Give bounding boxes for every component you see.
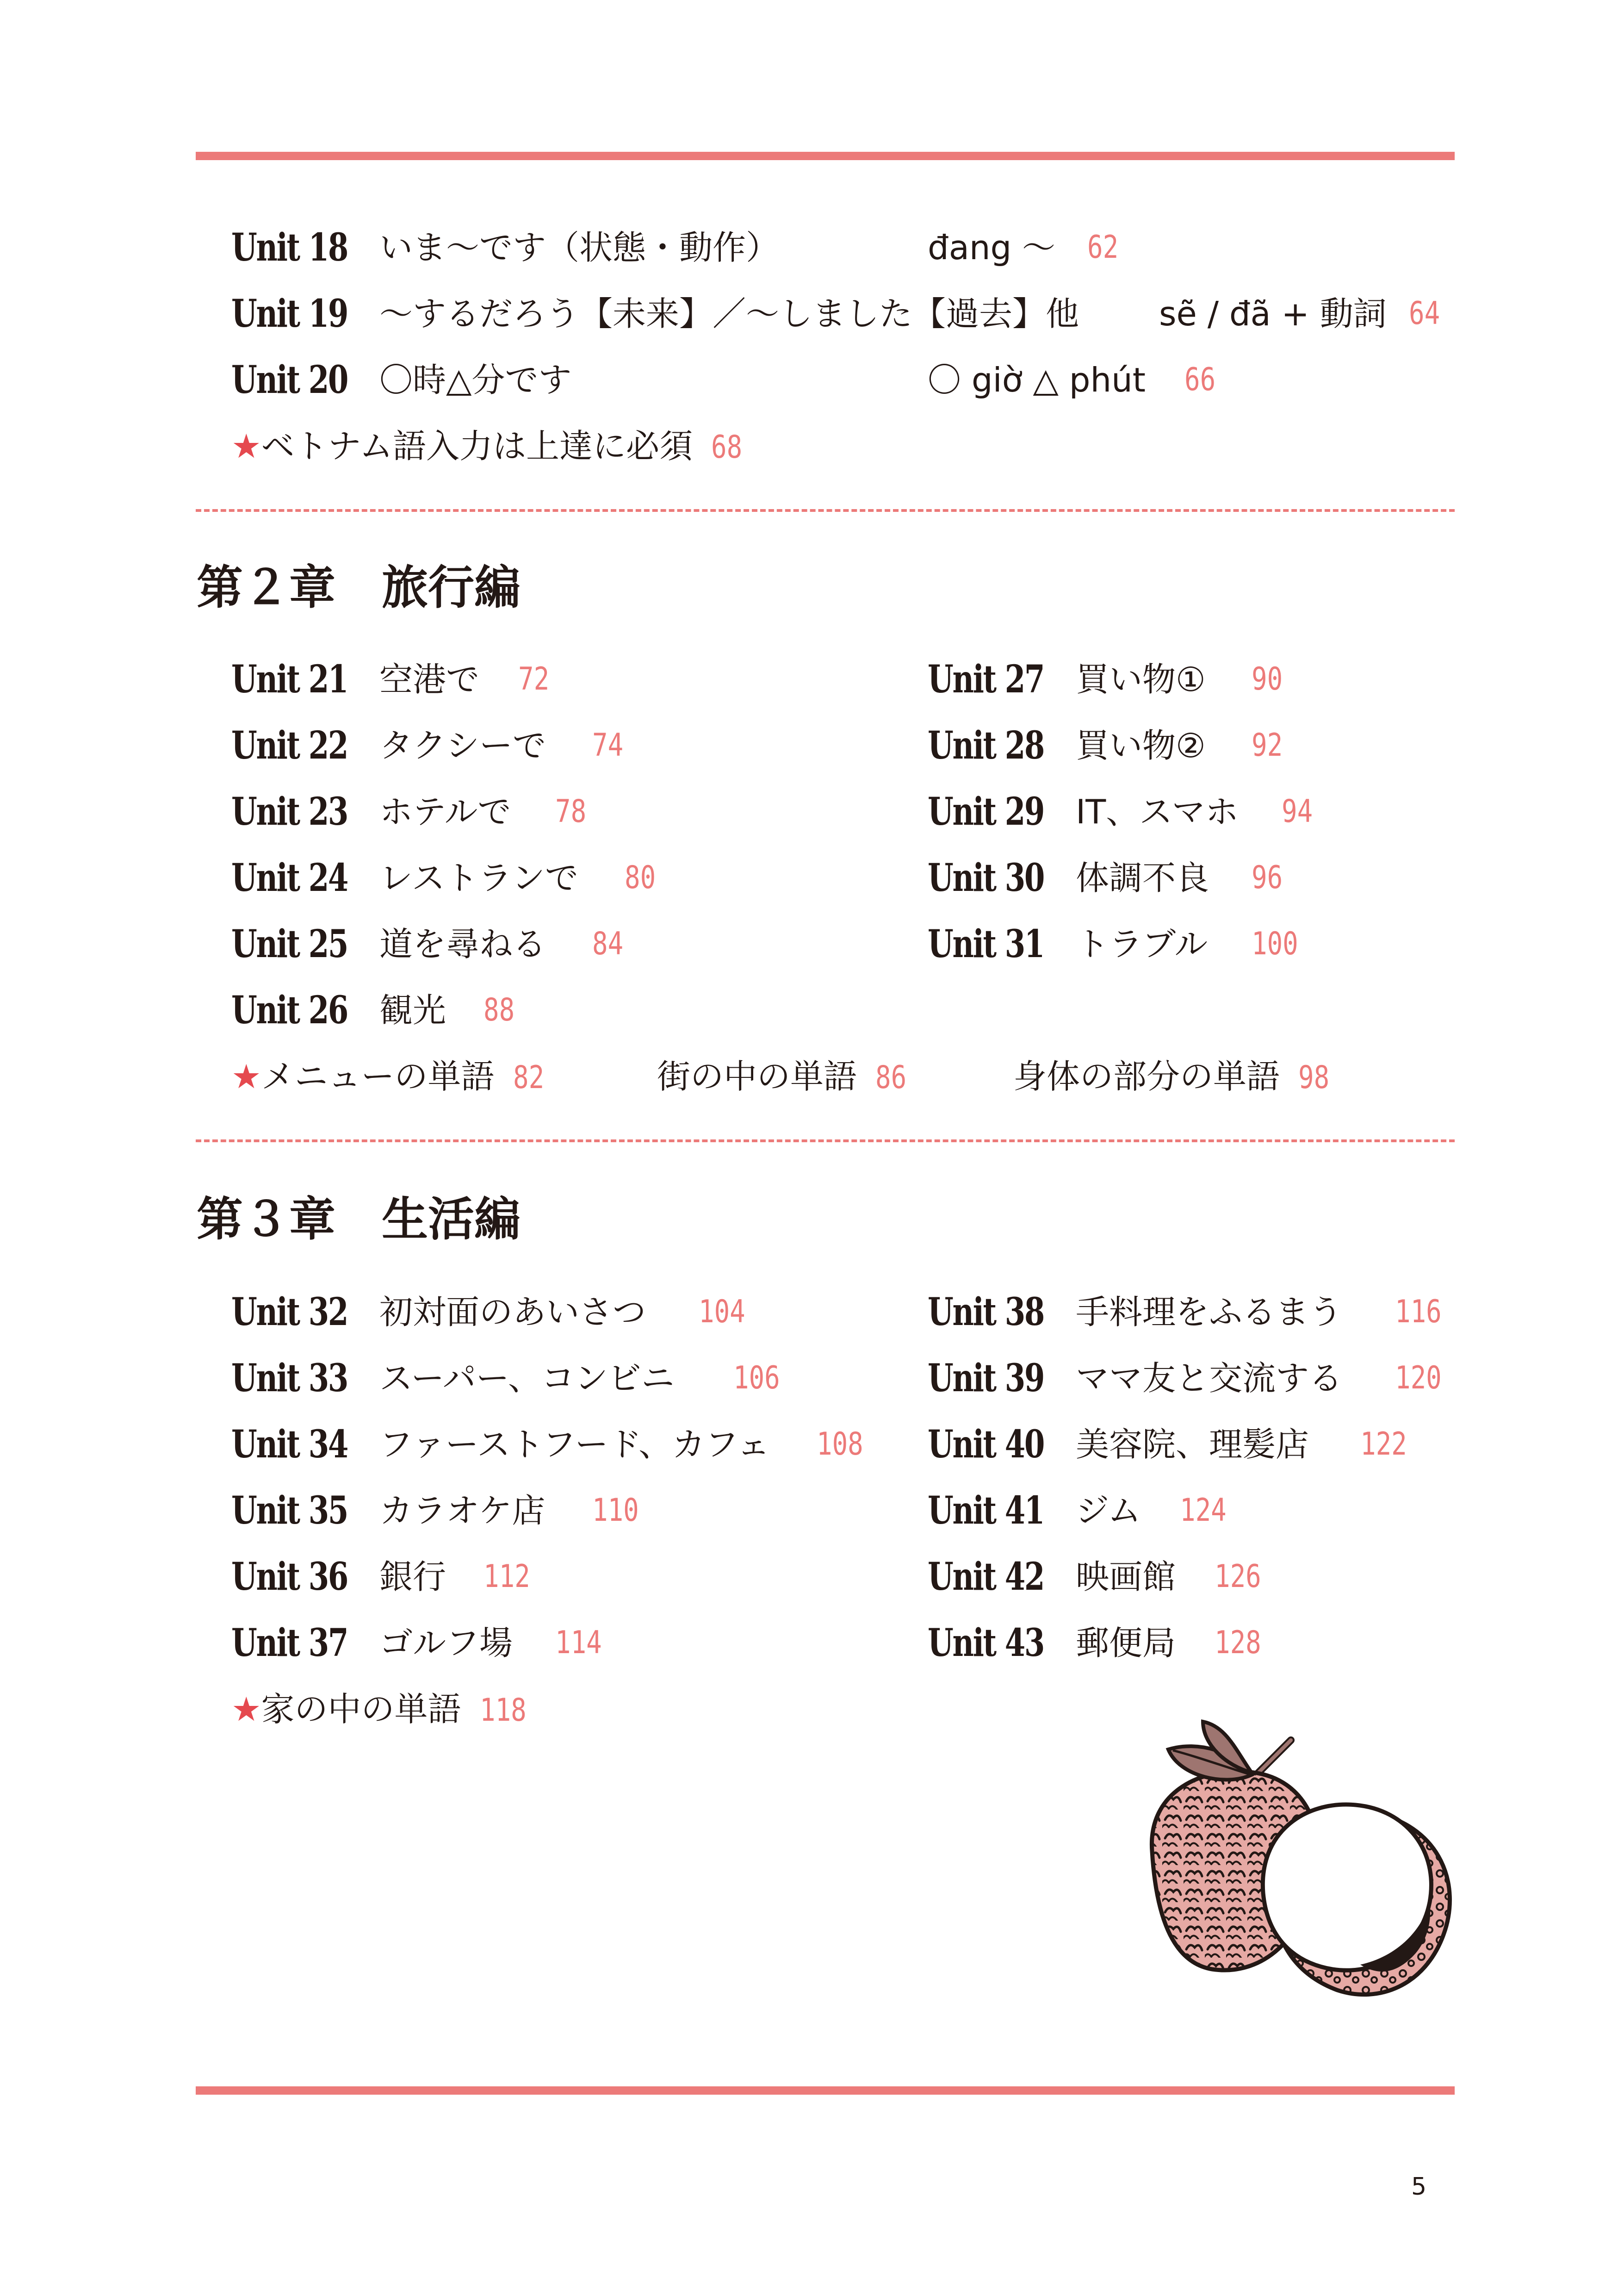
page-number: 64 bbox=[1409, 295, 1440, 332]
page-number-footer: 5 bbox=[1411, 2173, 1427, 2201]
unit-label: Unit 21 bbox=[231, 657, 348, 702]
unit-label: Unit 20 bbox=[231, 358, 348, 402]
entry-title: ゴルフ場 bbox=[379, 1624, 513, 1662]
unit-label: Unit 27 bbox=[928, 657, 1044, 702]
page-number: 86 bbox=[875, 1059, 907, 1096]
chapter-heading: 第３章 生活編 bbox=[197, 1192, 521, 1246]
page-number: 126 bbox=[1215, 1558, 1261, 1595]
star-icon: ★ bbox=[231, 1057, 261, 1096]
chapter-heading: 第２章 旅行編 bbox=[197, 560, 521, 615]
page-number: 78 bbox=[555, 793, 587, 830]
entry-title: 〇時△分です bbox=[379, 361, 572, 399]
star-icon: ★ bbox=[231, 427, 261, 466]
page-number: 116 bbox=[1395, 1294, 1442, 1330]
bonus-entry[interactable] bbox=[231, 1053, 551, 1101]
bonus-title: 街の中の単語 bbox=[657, 1057, 857, 1096]
page-number: 108 bbox=[817, 1426, 863, 1462]
entry-title: トラブル bbox=[1076, 925, 1208, 964]
unit-label: Unit 18 bbox=[231, 225, 348, 270]
entry-title: ファーストフード、カフェ bbox=[379, 1425, 770, 1464]
entry-viet: sẽ / đã + 動詞 bbox=[1159, 294, 1387, 333]
bonus-title: 家の中の単語 bbox=[261, 1690, 461, 1729]
entry-title: 映画館 bbox=[1076, 1557, 1176, 1596]
section-divider bbox=[196, 1139, 1455, 1142]
entry-title: カラオケ店 bbox=[379, 1491, 546, 1530]
bonus-entry[interactable] bbox=[231, 1686, 536, 1734]
page-number: 114 bbox=[555, 1624, 602, 1661]
unit-label: Unit 38 bbox=[928, 1290, 1044, 1334]
entry-title: レストランで bbox=[379, 859, 578, 897]
unit-label: Unit 26 bbox=[231, 988, 348, 1033]
bonus-title: ベトナム語入力は上達に必須 bbox=[261, 427, 693, 466]
bonus-entry[interactable] bbox=[1013, 1053, 1336, 1101]
page-number: 74 bbox=[592, 727, 624, 764]
bottom-rule bbox=[196, 2086, 1455, 2095]
page-number: 110 bbox=[592, 1492, 639, 1529]
unit-label: Unit 31 bbox=[928, 922, 1044, 966]
entry-title: IT、スマホ bbox=[1076, 792, 1239, 831]
unit-label: Unit 30 bbox=[928, 856, 1044, 900]
unit-label: Unit 32 bbox=[231, 1290, 348, 1334]
page-number: 96 bbox=[1252, 859, 1283, 896]
entry-title: 買い物② bbox=[1076, 726, 1206, 765]
page-number: 84 bbox=[592, 926, 624, 962]
unit-label: Unit 25 bbox=[231, 922, 348, 966]
unit-label: Unit 37 bbox=[231, 1621, 348, 1665]
entry-title: 郵便局 bbox=[1076, 1624, 1176, 1662]
star-icon: ★ bbox=[231, 1690, 261, 1729]
unit-label: Unit 22 bbox=[231, 723, 348, 768]
entry-title: 道を尋ねる bbox=[379, 925, 546, 964]
entry-title: 手料理をふるまう bbox=[1076, 1293, 1343, 1332]
page-number: 128 bbox=[1215, 1624, 1261, 1661]
section-divider bbox=[196, 509, 1455, 512]
entry-title: ホテルで bbox=[379, 792, 511, 831]
page-number: 124 bbox=[1180, 1492, 1227, 1529]
entry-title: いま～です（状態・動作） bbox=[379, 228, 780, 267]
bonus-title: 身体の部分の単語 bbox=[1013, 1057, 1280, 1096]
unit-label: Unit 29 bbox=[928, 790, 1044, 834]
page-number: 80 bbox=[625, 859, 656, 896]
page-number: 98 bbox=[1298, 1059, 1330, 1096]
page-number: 118 bbox=[479, 1692, 527, 1729]
unit-label: Unit 42 bbox=[928, 1555, 1044, 1599]
bonus-entry[interactable] bbox=[657, 1053, 913, 1101]
entry-title: 初対面のあいさつ bbox=[379, 1293, 646, 1332]
entry-title: 銀行 bbox=[379, 1557, 446, 1596]
unit-label: Unit 43 bbox=[928, 1621, 1044, 1665]
page-number: 62 bbox=[1087, 229, 1119, 266]
page-number: 104 bbox=[699, 1294, 745, 1330]
unit-label: Unit 33 bbox=[231, 1356, 348, 1400]
entry-viet: đang ～ bbox=[928, 228, 1056, 267]
entry-title: 体調不良 bbox=[1076, 859, 1209, 897]
unit-label: Unit 19 bbox=[231, 292, 348, 336]
entry-title: ～するだろう【未来】／～しました【過去】他 bbox=[379, 294, 1079, 333]
unit-label: Unit 36 bbox=[231, 1555, 348, 1599]
unit-label: Unit 40 bbox=[928, 1422, 1044, 1467]
unit-label: Unit 35 bbox=[231, 1488, 348, 1533]
unit-label: Unit 41 bbox=[928, 1488, 1044, 1533]
unit-label: Unit 34 bbox=[231, 1422, 348, 1467]
unit-label: Unit 24 bbox=[231, 856, 348, 900]
entry-title: 美容院、理髪店 bbox=[1076, 1425, 1309, 1464]
page-number: 88 bbox=[484, 992, 515, 1028]
page-number: 120 bbox=[1395, 1360, 1442, 1396]
unit-label: Unit 23 bbox=[231, 790, 348, 834]
entry-title: 空港で bbox=[379, 660, 480, 699]
entry-title: 観光 bbox=[379, 991, 446, 1030]
page-number: 68 bbox=[711, 429, 743, 466]
page-number: 100 bbox=[1252, 926, 1298, 962]
entry-title: 買い物① bbox=[1076, 660, 1206, 699]
page-number: 94 bbox=[1282, 793, 1313, 830]
lychee-icon bbox=[1120, 1717, 1471, 2055]
unit-label: Unit 39 bbox=[928, 1356, 1044, 1400]
page-number: 122 bbox=[1360, 1426, 1407, 1462]
top-rule bbox=[196, 152, 1455, 160]
entry-title: ジム bbox=[1076, 1491, 1141, 1530]
unit-label: Unit 28 bbox=[928, 723, 1044, 768]
page-number: 66 bbox=[1184, 361, 1216, 398]
page-number: 92 bbox=[1252, 727, 1283, 764]
page-number: 90 bbox=[1252, 661, 1283, 697]
page-number: 106 bbox=[733, 1360, 780, 1396]
page-number: 72 bbox=[518, 661, 550, 697]
entry-title: スーパー、コンビニ bbox=[379, 1359, 675, 1398]
entry-title: タクシーで bbox=[379, 726, 546, 765]
entry-viet: 〇 giờ △ phút bbox=[928, 361, 1146, 399]
bonus-entry[interactable] bbox=[231, 423, 749, 471]
page-number: 112 bbox=[484, 1558, 530, 1595]
bonus-title: メニューの単語 bbox=[261, 1057, 495, 1096]
entry-title: ママ友と交流する bbox=[1076, 1359, 1343, 1398]
page-number: 82 bbox=[513, 1059, 544, 1096]
